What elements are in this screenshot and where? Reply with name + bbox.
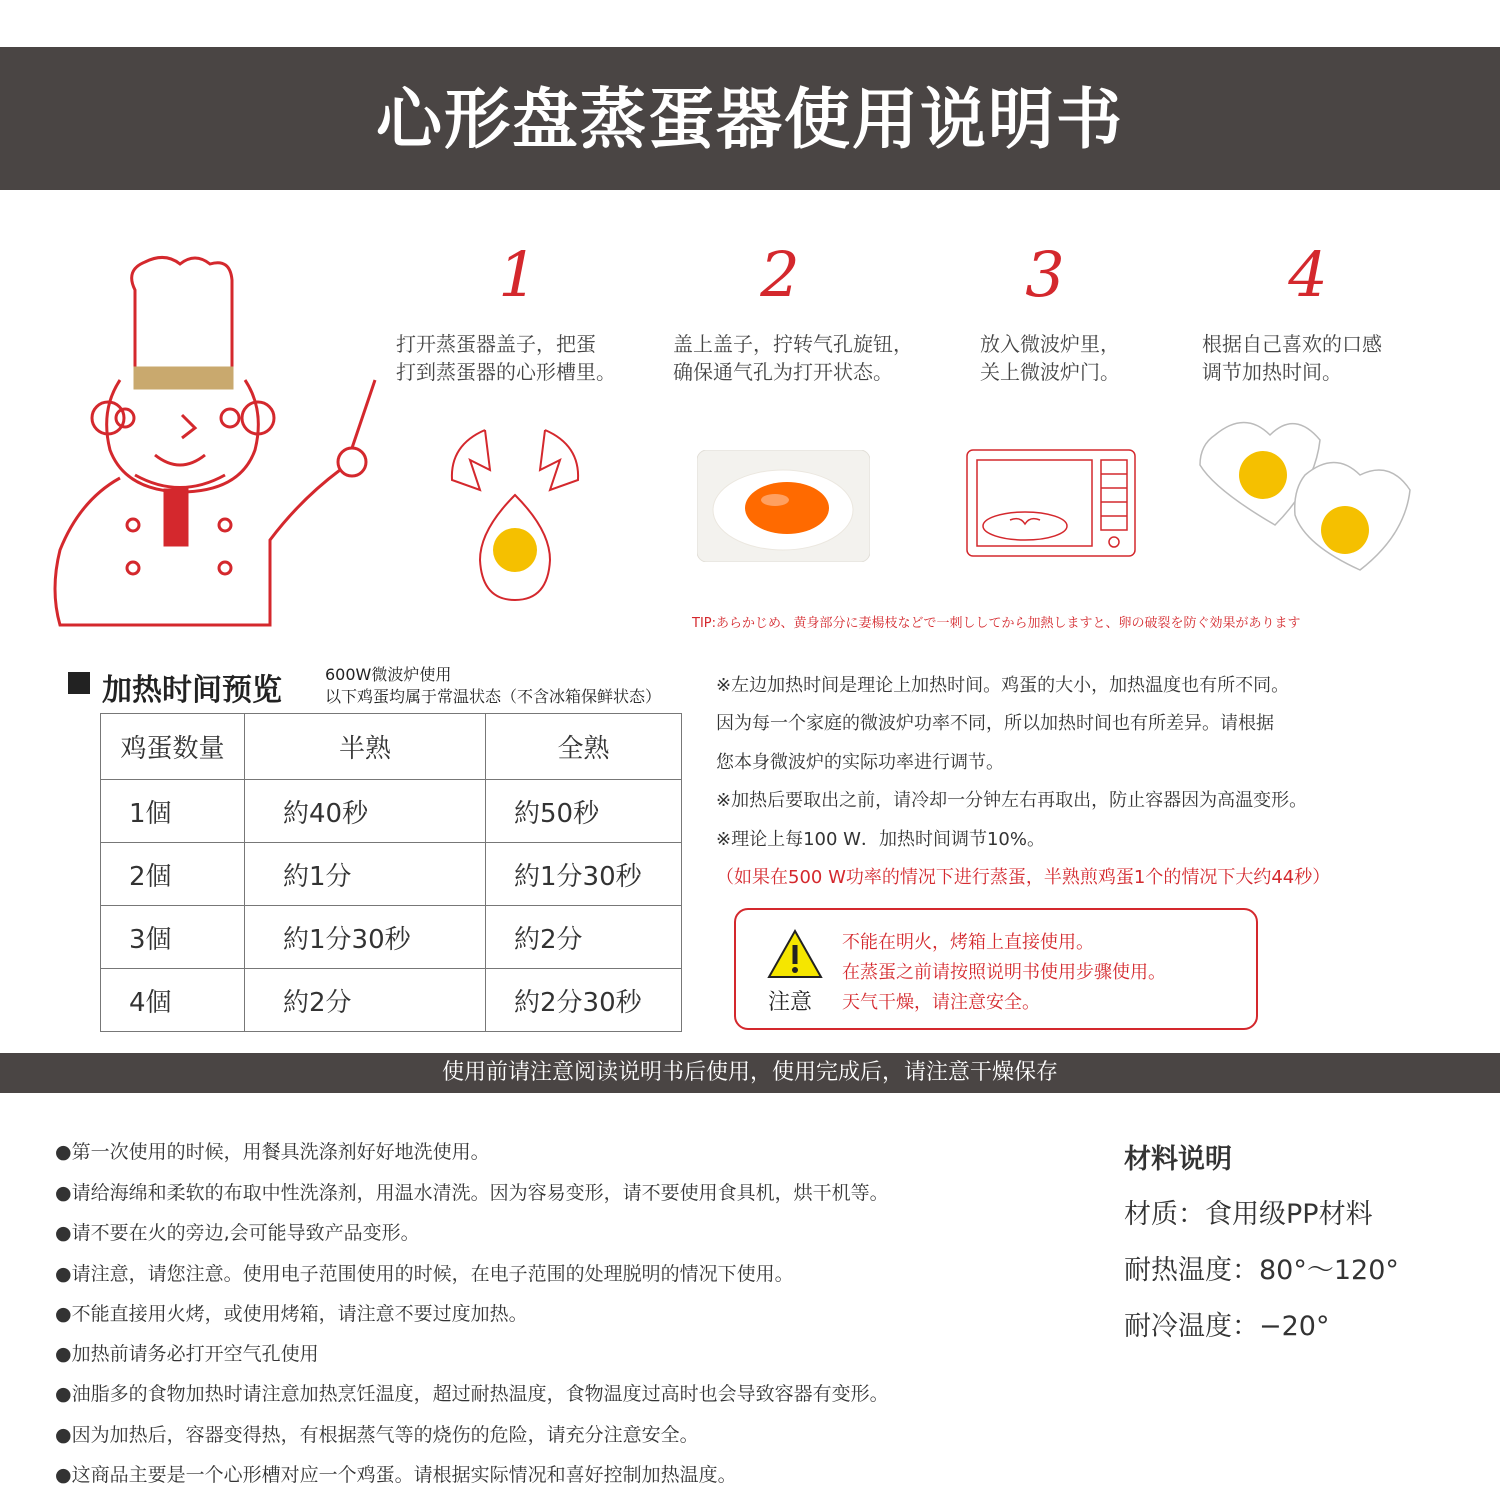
step-number: 1 xyxy=(498,238,538,311)
section-note: 600W微波炉使用 xyxy=(325,665,452,684)
table-header-row xyxy=(101,714,682,780)
tip-text: TIP:あらかじめ、黄身部分に妻楊枝などで一刺ししてから加熱しますと、卵の破裂を防ぐ効果があります xyxy=(692,616,1301,631)
bullet-item: ●这商品主要是一个心形槽对应一个鸡蛋。请根据实际情况和喜好控制加热温度。 xyxy=(55,1464,737,1486)
note-line: ※理论上每100 W．加热时间调节10%。 xyxy=(716,829,1045,850)
step-description: 盖上盖子，拧转气孔旋钮， 确保通气孔为打开状态。 xyxy=(673,332,913,384)
step-description: 根据自己喜欢的口感 调节加热时间。 xyxy=(1202,332,1382,384)
table-cell: 2個 xyxy=(101,843,245,906)
warning-icon xyxy=(766,928,824,980)
note-line: ※加热后要取出之前，请冷却一分钟左右再取出，防止容器因为高温变形。 xyxy=(716,790,1308,811)
table-header: 半熟 xyxy=(245,714,486,780)
table-cell: 約2分 xyxy=(486,906,682,969)
footer-band-text: 使用前请注意阅读说明书后使用，使用完成后，请注意干燥保存 xyxy=(441,1060,1058,1085)
bullet-item: ●加热前请务必打开空气孔使用 xyxy=(55,1343,319,1365)
section-title: 加热时间预览 xyxy=(102,673,282,708)
bullet-item: ●第一次使用的时候，用餐具洗涤剂好好地洗使用。 xyxy=(55,1141,490,1163)
table-cell: 約2分30秒 xyxy=(486,969,682,1032)
warning-label: 注意 xyxy=(768,990,813,1015)
heating-time-table xyxy=(100,713,682,1032)
material-item: 材质：食用级PP材料 xyxy=(1124,1199,1373,1230)
bullet-item: ●不能直接用火烤，或使用烤箱，请注意不要过度加热。 xyxy=(55,1303,528,1325)
table-cell: 約1分30秒 xyxy=(486,843,682,906)
table-row xyxy=(101,906,682,969)
bullet-item: ●请注意，请您注意。使用电子范围使用的时候，在电子范围的处理脱明的情况下使用。 xyxy=(55,1263,794,1285)
warning-line: 天气干燥，请注意安全。 xyxy=(842,992,1040,1013)
table-cell: 約2分 xyxy=(245,969,486,1032)
table-row xyxy=(101,969,682,1032)
table-cell: 約1分 xyxy=(245,843,486,906)
table-row xyxy=(101,780,682,843)
note-line: ※左边加热时间是理论上加热时间。鸡蛋的大小，加热温度也有所不同。 xyxy=(716,675,1290,696)
note-line: 因为每一个家庭的微波炉功率不同，所以加热时间也有所差异。请根据 xyxy=(716,713,1274,734)
section-note: 以下鸡蛋均属于常温状态（不含冰箱保鲜状态） xyxy=(325,687,662,706)
chef-icon xyxy=(40,250,390,640)
table-cell: 1個 xyxy=(101,780,245,843)
warning-line: 在蒸蛋之前请按照说明书使用步骤使用。 xyxy=(842,962,1166,983)
note-line: 您本身微波炉的实际功率进行调节。 xyxy=(716,752,1004,773)
table-cell: 約50秒 xyxy=(486,780,682,843)
bullet-item: ●因为加热后，容器变得热，有根据蒸气等的烧伤的危险，请充分注意安全。 xyxy=(55,1424,699,1446)
material-item: 耐冷温度：−20° xyxy=(1124,1311,1330,1342)
step-number: 4 xyxy=(1288,238,1328,311)
table-cell: 約1分30秒 xyxy=(245,906,486,969)
table-cell: 3個 xyxy=(101,906,245,969)
table-header: 全熟 xyxy=(486,714,682,780)
materials-title: 材料说明 xyxy=(1124,1144,1232,1175)
section-marker xyxy=(68,672,90,694)
table-cell: 4個 xyxy=(101,969,245,1032)
bullet-item: ●请不要在火的旁边,会可能导致产品变形。 xyxy=(55,1222,420,1244)
step-description: 打开蒸蛋器盖子，把蛋 打到蒸蛋器的心形槽里。 xyxy=(396,332,616,384)
cracked-egg-icon xyxy=(440,420,590,605)
table-cell: 約40秒 xyxy=(245,780,486,843)
table-row xyxy=(101,843,682,906)
microwave-icon xyxy=(965,448,1137,560)
step-number: 2 xyxy=(760,238,800,311)
note-line: （如果在500 W功率的情况下进行蒸蛋，半熟煎鸡蛋1个的情况下大约44秒） xyxy=(716,867,1331,888)
step-number: 3 xyxy=(1025,238,1065,311)
material-item: 耐热温度：80°～120° xyxy=(1124,1255,1399,1286)
heart-eggs-icon xyxy=(1195,415,1420,577)
warning-line: 不能在明火，烤箱上直接使用。 xyxy=(842,932,1094,953)
table-header: 鸡蛋数量 xyxy=(101,714,245,780)
bullet-item: ●请给海绵和柔软的布取中性洗涤剂，用温水清洗。因为容易变形，请不要使用食具机，烘干机等。 xyxy=(55,1182,889,1204)
step-description: 放入微波炉里， 关上微波炉门。 xyxy=(980,332,1120,384)
steamer-egg-icon xyxy=(697,450,870,562)
page-title: 心形盘蒸蛋器使用说明书 xyxy=(376,81,1124,158)
bullet-item: ●油脂多的食物加热时请注意加热烹饪温度，超过耐热温度，食物温度过高时也会导致容器有变形。 xyxy=(55,1383,889,1405)
